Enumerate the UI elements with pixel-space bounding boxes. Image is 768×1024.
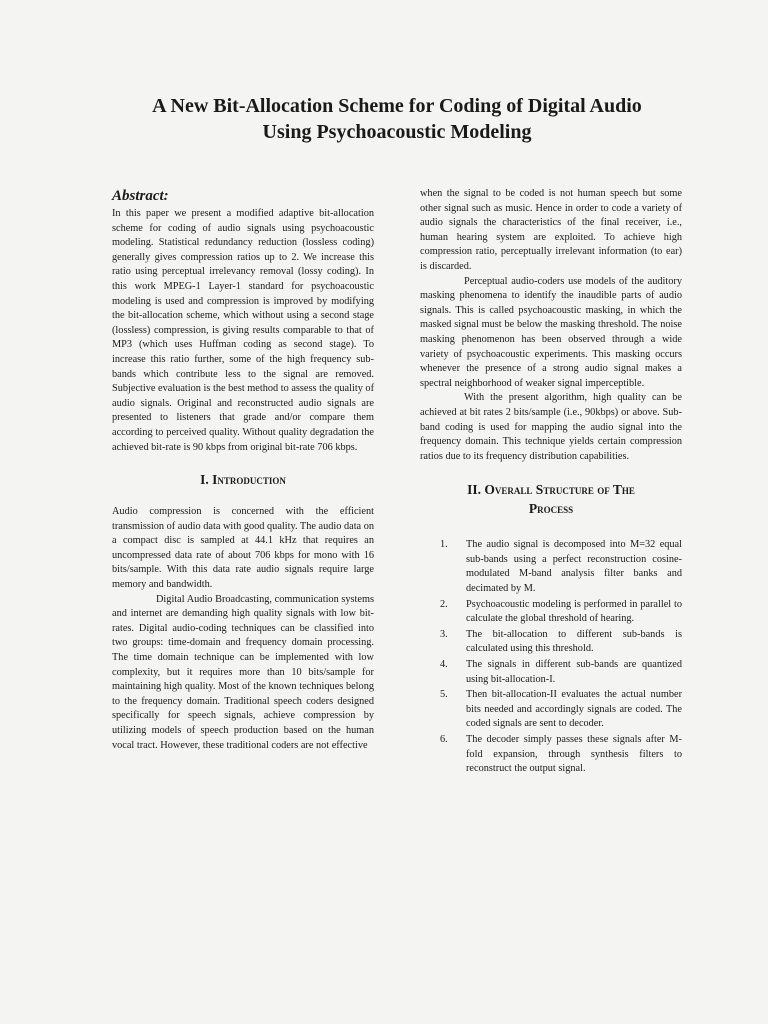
abstract-text: In this paper we present a modified adaptive bit-allocation scheme for coding of audio signals using psychoacoustic modeling. Statistical redundancy reduction (lossless coding) generally gives compression ratios up to 2. We increase this ratio using perceptual irrelevancy removal (lossy coding). In this work MPEG-1 Layer-1 standard for psychoacoustic modeling is used and compression is improved by modifying the bit-allocation scheme, which without using a second stage (lossless) compression, is giving results comparable to that of MP3 (which uses Huffman coding as second stage). To increase this ratio further, some of the high frequency sub-bands which contribute less to the signal are removed. Subjective evaluation is the best method to assess the quality of audio signals. Original and reconstructed audio signals are presented to listeners that grade and/or compare them according to perceived quality. Without quality degradation the achieved bit-rate is 90 kbps from original bit-rate 706 kbps. [112, 208, 374, 453]
right-paragraph-1: when the signal to be coded is not human speech but some other signal such as music. Hence in order to code a variety of audio signals the characteristics of the final receiver, i.e., human hearing system are exploited. To achieve high compression ratio, perceptually irrelevant information (to ear) is discarded. [420, 188, 682, 272]
right-paragraph-3: With the present algorithm, high quality can be achieved at bit rates 2 bits/sample (i.e., 90kbps) or above. Sub-band coding is used for mapping the audio signal into the frequency domain. This technique yields certain compression ratios due to its frequency distribution capabilities. [420, 392, 682, 462]
title-line-2: Using Psychoacoustic Modeling [262, 121, 532, 143]
list-item [420, 733, 682, 777]
left-column [112, 187, 374, 778]
list-item-number: 2. [440, 598, 448, 610]
list-item-number: 1. [440, 539, 448, 551]
section-2-title-line-2: Process [528, 501, 574, 517]
section-2-number: II. [467, 482, 482, 498]
section-2-heading [420, 480, 682, 518]
list-item [420, 658, 682, 687]
two-column-body [112, 187, 682, 778]
list-item-number: 5. [440, 689, 448, 701]
list-item-text: The signals in different sub-bands are quantized using bit-allocation-I. [466, 659, 682, 685]
paper-title [112, 93, 682, 145]
section-1-heading [112, 470, 374, 489]
section-1-title: Introduction [212, 472, 286, 488]
list-item [420, 628, 682, 657]
section-2-title-line-1: Overall Structure of The [484, 482, 635, 498]
list-item [420, 688, 682, 732]
list-item-text: Then bit-allocation-II evaluates the actual number bits needed and accordingly signals are coded. The coded signals are sent to decoder. [466, 689, 682, 730]
list-item-text: The decoder simply passes these signals after M-fold expansion, through synthesis filters to reconstruct the output signal. [466, 734, 682, 775]
list-item-text: Psychoacoustic modeling is performed in parallel to calculate the global threshold of hearing. [466, 598, 682, 625]
list-item-number: 6. [440, 734, 448, 745]
right-column [420, 187, 682, 778]
abstract-heading: Abstract: [112, 188, 169, 204]
intro-paragraph-2: Digital Audio Broadcasting, communication systems and internet are demanding high quality signals with low bit-rates. Digital audio-coding techniques can be classified into two groups: time-domain and frequency domain processing. The time domain technique can be implemented with low complexity, but it requires more than 10 bits/sample for maintaining high quality. Most of the known techniques belong to the frequency domain. Traditional speech coders designed specifically for speech signals, achieve compression by utilizing models of speech production based on the human vocal tract. However, these traditional coders are not effective [112, 593, 374, 751]
intro-paragraph-1: Audio compression is concerned with the efficient transmission of audio data with good quality. The audio data on a compact disc is sampled at 44.1 kHz that requires an uncompressed data rate of about 706 kbps for mono with 16 bits/sample. With this data rate audio signals require large memory and bandwidth. [112, 506, 374, 591]
list-item [420, 598, 682, 627]
right-paragraph-2: Perceptual audio-coders use models of the auditory masking phenomena to identify the inaudible parts of audio signals. This is called psychoacoustic masking, in which the masked signal must be below the masking threshold. The noise masking phenomenon has been observed through a wide variety of psychoacoustic experiments. This masking occurs whenever the presence of a strong audio signal makes a spectral neighborhood of weaker signal imperceptible. [420, 275, 682, 389]
list-item-number: 3. [440, 628, 448, 640]
list-item [420, 538, 682, 596]
list-item-number: 4. [440, 659, 448, 671]
title-line-1: A New Bit-Allocation Scheme for Coding of Digital Audio [152, 95, 642, 117]
process-steps-list [420, 538, 682, 777]
section-1-number: I. [200, 472, 209, 488]
list-item-text: The audio signal is decomposed into M=32 equal sub-bands using a perfect reconstruction cosine-modulated M-band analysis filter banks and decimated by M. [466, 539, 682, 595]
list-item-text: The bit-allocation to different sub-bands is calculated using this threshold. [466, 628, 682, 655]
